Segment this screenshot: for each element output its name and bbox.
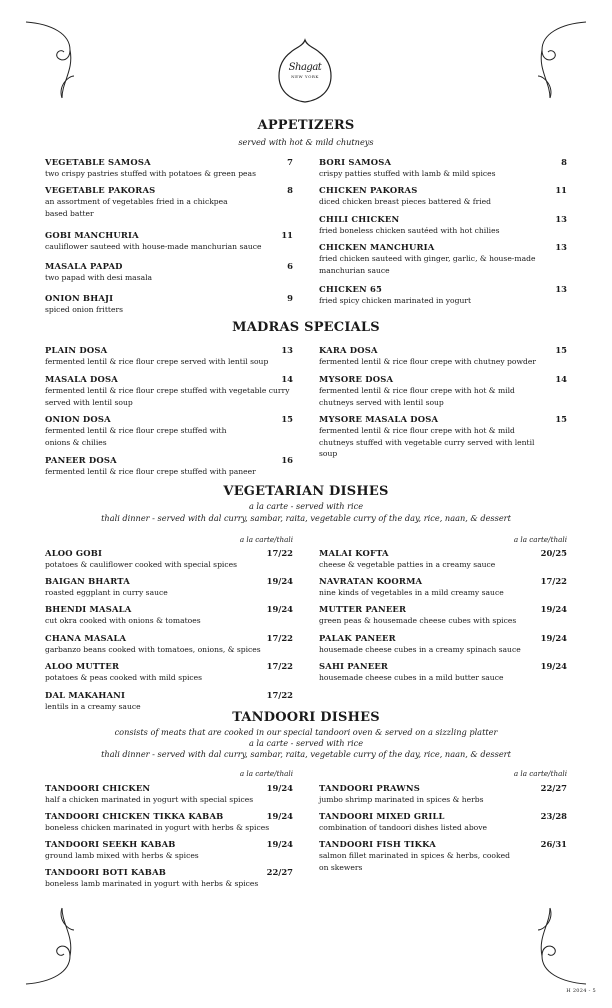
menu-item [45, 261, 293, 284]
item-price: 17/22 [540, 576, 567, 586]
item-description: fermented lentil & rice flour crepe served with lentil soup [45, 357, 269, 366]
item-name: GOBI MANCHURIA [45, 230, 139, 240]
item-name: TANDOORI BOTI KABAB [45, 867, 167, 877]
menu-item [319, 242, 567, 276]
footer-code: H 2024 - 5 [566, 988, 596, 994]
item-price: 6 [287, 261, 293, 271]
item-description: ground lamb mixed with herbs & spices [45, 851, 199, 860]
item-description: green peas & housemade cheese cubes with spices [319, 616, 517, 625]
item-description: combination of tandoori dishes listed above [319, 823, 488, 832]
item-name: PALAK PANEER [319, 633, 396, 643]
item-name: TANDOORI CHICKEN TIKKA KABAB [45, 811, 224, 821]
tandoori-subtitle-thali: thali dinner - served with dal curry, sambar, raita, vegetable curry of the day, rice, naan, & dessert [101, 749, 511, 759]
menu-item [45, 293, 293, 316]
item-price: 11 [281, 230, 293, 240]
tandoori-subtitle-alacarte: a la carte - served with rice [248, 738, 364, 748]
item-name: KARA DOSA [319, 345, 378, 355]
item-price: 13 [555, 284, 567, 294]
item-description: nine kinds of vegetables in a mild creamy sauce [319, 588, 504, 597]
item-description: half a chicken marinated in yogurt with special spices [45, 795, 254, 804]
item-price: 15 [555, 345, 567, 355]
item-price: 13 [555, 214, 567, 224]
menu-item [319, 633, 567, 656]
item-description: cut okra cooked with onions & tomatoes [45, 616, 201, 625]
item-name: SAHI PANEER [319, 661, 389, 671]
item-price: 14 [555, 374, 567, 384]
menu-item [319, 284, 567, 307]
menu-item [45, 230, 293, 253]
item-price: 17/22 [266, 690, 293, 700]
item-description: fermented lentil & rice flour crepe with hot & mild chutneys served with lentil soup [319, 386, 515, 407]
item-description: salmon fillet marinated in spices & herbs, cooked on skewers [319, 851, 510, 872]
item-description: spiced onion fritters [45, 305, 123, 314]
item-name: MUTTER PANEER [319, 604, 407, 614]
menu-item [319, 576, 567, 599]
item-name: VEGETABLE SAMOSA [45, 157, 151, 167]
item-description: two papad with desi masala [45, 273, 153, 282]
menu-item [319, 185, 567, 208]
item-description: garbanzo beans cooked with tomatoes, onions, & spices [45, 645, 261, 654]
item-price: 7 [287, 157, 293, 167]
menu-item [45, 455, 293, 478]
item-price: 15 [555, 414, 567, 424]
item-name: MALAI KOFTA [319, 548, 389, 558]
item-price: 19/24 [540, 604, 567, 614]
item-name: CHANA MASALA [45, 633, 127, 643]
item-description: lentils in a creamy sauce [45, 702, 141, 711]
menu-item [45, 414, 293, 448]
item-description: cauliflower sauteed with house-made manchurian sauce [45, 242, 262, 251]
appetizers-subtitle: served with hot & mild chutneys [238, 137, 374, 147]
item-price: 15 [281, 414, 293, 424]
item-price: 17/22 [266, 548, 293, 558]
item-name: CHILI CHICKEN [319, 214, 400, 224]
menu-item [319, 345, 567, 368]
item-price: 19/24 [266, 576, 293, 586]
item-description: fried chicken sauteed with ginger, garlic, & house-made manchurian sauce [319, 254, 536, 275]
menu-item [45, 576, 293, 599]
item-price: 20/25 [540, 548, 567, 558]
item-name: ONION DOSA [45, 414, 111, 424]
item-description: housemade cheese cubes in a creamy spinach sauce [319, 645, 521, 654]
madras-title: MADRAS SPECIALS [232, 320, 380, 335]
menu-item [319, 414, 567, 460]
menu-item [45, 811, 293, 834]
item-price: 19/24 [266, 783, 293, 793]
item-name: ALOO GOBI [45, 548, 103, 558]
menu-item [319, 374, 567, 408]
menu-item [45, 185, 293, 219]
corner-ornament-bottom-left [22, 906, 92, 986]
menu-item [45, 867, 293, 890]
item-name: BAIGAN BHARTA [45, 576, 130, 586]
item-name: TANDOORI SEEKH KABAB [45, 839, 176, 849]
menu-item [319, 214, 567, 237]
menu-item [45, 783, 293, 806]
item-name: ALOO MUTTER [45, 661, 120, 671]
item-description: boneless chicken marinated in yogurt with herbs & spices [45, 823, 270, 832]
item-description: two crispy pastries stuffed with potatoes & green peas [45, 169, 256, 178]
item-price: 19/24 [540, 661, 567, 671]
item-price: 14 [281, 374, 293, 384]
item-name: TANDOORI MIXED GRILL [319, 811, 445, 821]
item-name: ONION BHAJI [45, 293, 114, 303]
item-name: MYSORE MASALA DOSA [319, 414, 439, 424]
menu-item [319, 783, 567, 806]
item-price: 17/22 [266, 661, 293, 671]
item-name: DAL MAKAHANI [45, 690, 126, 700]
item-description: crispy patties stuffed with lamb & mild spices [319, 169, 496, 178]
tandoori-title: TANDOORI DISHES [232, 710, 380, 725]
tandoori-subtitle-description: consists of meats that are cooked in our special tandoori oven & served on a sizzling platter [114, 727, 498, 737]
item-name: NAVRATAN KOORMA [319, 576, 423, 586]
item-price: 22/27 [266, 867, 293, 877]
item-name: PLAIN DOSA [45, 345, 108, 355]
vegetarian-right-colhead: a la carte/thali [513, 535, 567, 544]
item-description: fermented lentil & rice flour crepe stuffed with paneer [45, 467, 256, 476]
item-name: TANDOORI FISH TIKKA [319, 839, 436, 849]
item-description: roasted eggplant in curry sauce [45, 588, 168, 597]
item-price: 16 [281, 455, 293, 465]
item-description: boneless lamb marinated in yogurt with herbs & spices [45, 879, 259, 888]
item-price: 23/28 [540, 811, 567, 821]
item-name: MYSORE DOSA [319, 374, 394, 384]
item-name: CHICKEN MANCHURIA [319, 242, 435, 252]
menu-item [319, 811, 567, 834]
menu-item [319, 661, 567, 684]
item-name: TANDOORI CHICKEN [45, 783, 151, 793]
menu-item [45, 157, 293, 180]
item-description: housemade cheese cubes in a mild butter sauce [319, 673, 504, 682]
corner-ornament-top-right [520, 20, 590, 100]
appetizers-title: APPETIZERS [257, 118, 355, 133]
item-name: BHENDI MASALA [45, 604, 132, 614]
item-price: 8 [287, 185, 293, 195]
item-price: 19/24 [266, 604, 293, 614]
tandoori-left-colhead: a la carte/thali [239, 769, 293, 778]
item-description: potatoes & cauliflower cooked with special spices [45, 560, 238, 569]
corner-ornament-bottom-right [520, 906, 590, 986]
menu-item [45, 661, 293, 684]
menu-item [319, 839, 567, 873]
logo-subtext: NEW YORK [291, 74, 319, 79]
corner-ornament-top-left [22, 20, 92, 100]
item-description: fermented lentil & rice flour crepe with chutney powder [319, 357, 536, 366]
menu-item [319, 548, 567, 571]
item-price: 9 [287, 293, 293, 303]
item-description: fermented lentil & rice flour crepe stuffed with vegetable curry served with lentil soup [45, 386, 290, 407]
item-price: 19/24 [266, 811, 293, 821]
menu-item [45, 345, 293, 368]
item-name: MASALA DOSA [45, 374, 118, 384]
menu-item [45, 839, 293, 862]
menu-item [45, 374, 293, 408]
item-name: PANEER DOSA [45, 455, 117, 465]
restaurant-logo [277, 38, 333, 104]
item-price: 11 [555, 185, 567, 195]
item-name: CHICKEN PAKORAS [319, 185, 418, 195]
item-price: 22/27 [540, 783, 567, 793]
menu-item [45, 548, 293, 571]
item-name: TANDOORI PRAWNS [319, 783, 421, 793]
vegetarian-left-colhead: a la carte/thali [239, 535, 293, 544]
vegetarian-title: VEGETARIAN DISHES [223, 484, 389, 499]
logo-text: Shagat [288, 62, 322, 73]
item-price: 17/22 [266, 633, 293, 643]
item-description: fried spicy chicken marinated in yogurt [319, 296, 472, 305]
item-price: 8 [561, 157, 567, 167]
item-name: MASALA PAPAD [45, 261, 123, 271]
vegetarian-subtitle-thali: thali dinner - served with dal curry, sambar, raita, vegetable curry of the day, rice, naan, & dessert [101, 513, 511, 523]
item-price: 19/24 [540, 633, 567, 643]
menu-item [319, 604, 567, 627]
item-description: potatoes & peas cooked with mild spices [45, 673, 203, 682]
item-description: fermented lentil & rice flour crepe stuffed with onions & chilies [45, 426, 227, 447]
item-price: 19/24 [266, 839, 293, 849]
item-description: cheese & vegetable patties in a creamy sauce [319, 560, 496, 569]
item-name: VEGETABLE PAKORAS [45, 185, 156, 195]
menu-item [45, 604, 293, 627]
item-description: fried boneless chicken sautéed with hot chilies [319, 226, 500, 235]
item-description: diced chicken breast pieces battered & fried [319, 197, 492, 206]
menu-item [45, 633, 293, 656]
item-name: CHICKEN 65 [319, 284, 383, 294]
vegetarian-subtitle-alacarte: a la carte - served with rice [248, 501, 364, 511]
item-name: BORI SAMOSA [319, 157, 392, 167]
item-price: 13 [555, 242, 567, 252]
item-description: an assortment of vegetables fried in a chickpea based batter [45, 197, 228, 218]
item-price: 26/31 [540, 839, 567, 849]
tandoori-right-colhead: a la carte/thali [513, 769, 567, 778]
item-description: fermented lentil & rice flour crepe with hot & mild chutneys stuffed with vegetable curry served with lentil soup [319, 426, 535, 458]
menu-item [319, 157, 567, 180]
item-description: jumbo shrimp marinated in spices & herbs [319, 795, 484, 804]
item-price: 13 [281, 345, 293, 355]
